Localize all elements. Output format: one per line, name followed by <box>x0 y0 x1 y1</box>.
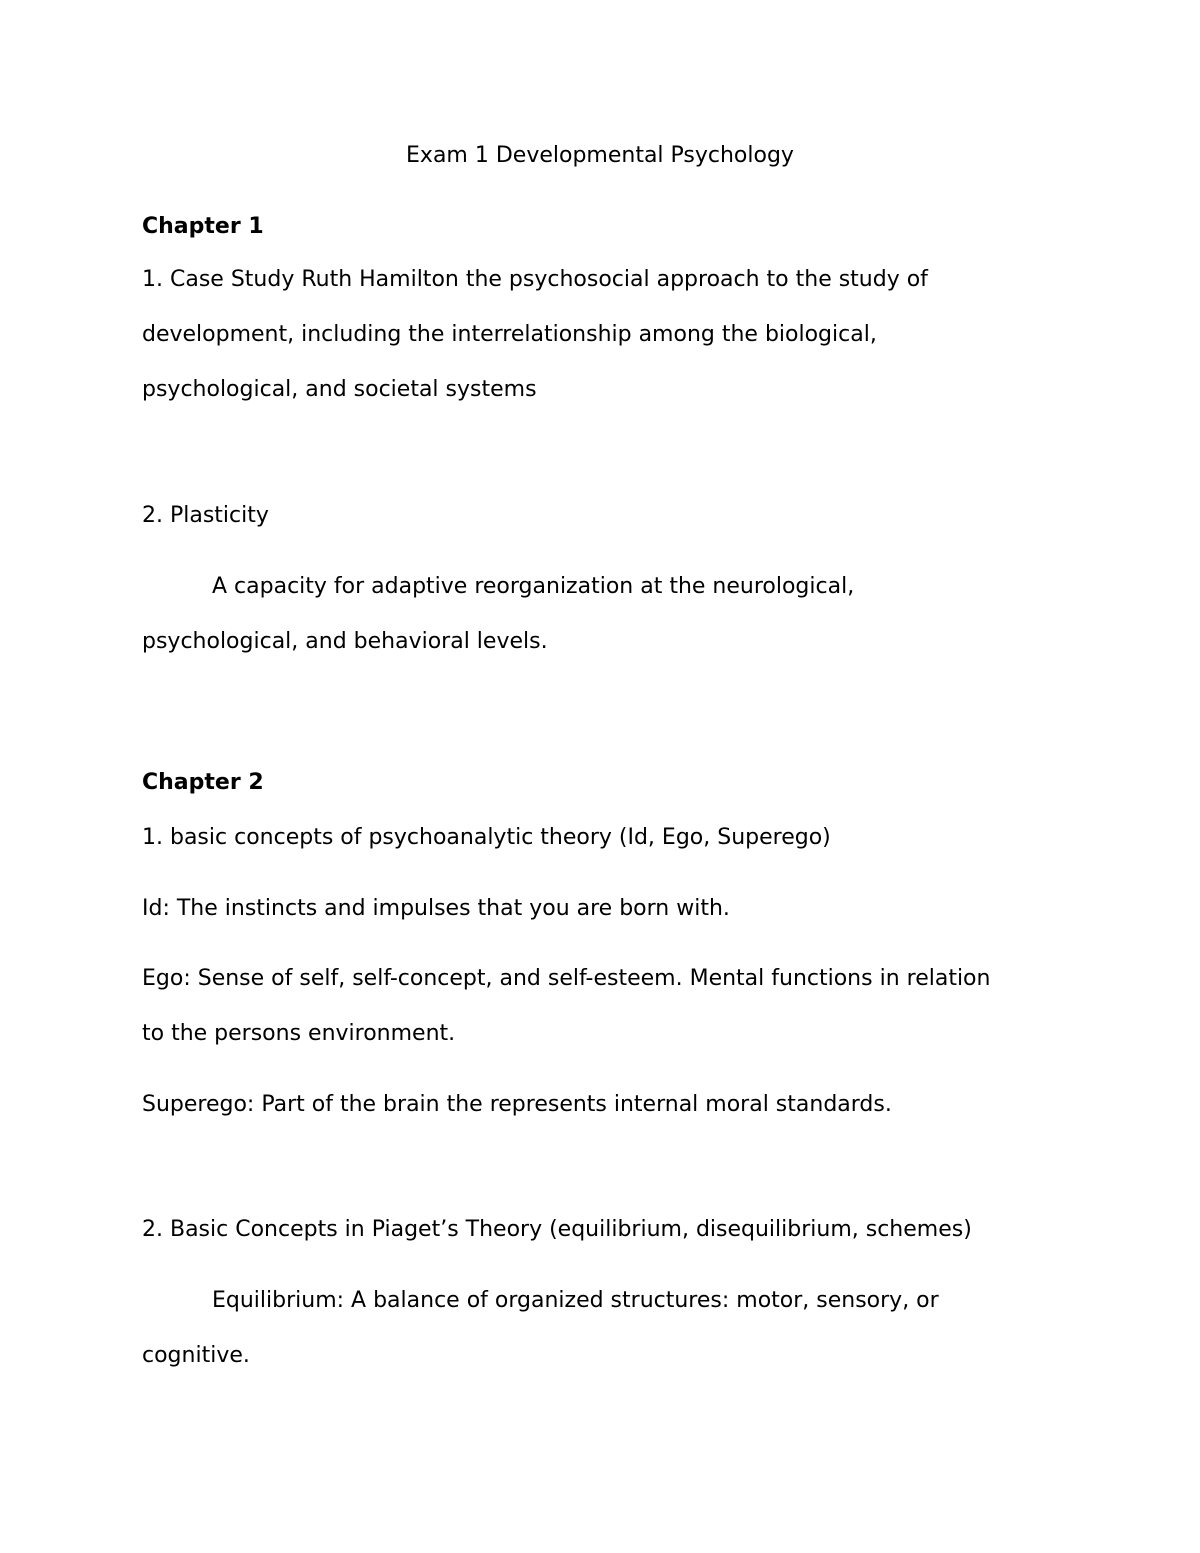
ch2-item1-heading: 1. basic concepts of psychoanalytic theory (Id, Ego, Superego) <box>142 825 831 850</box>
ego-definition-line-1: Ego: Sense of self, self-concept, and self-esteem. Mental functions in relation <box>142 966 991 991</box>
chapter-2-heading: Chapter 2 <box>142 770 264 795</box>
plasticity-definition-line-1: A capacity for adaptive reorganization at the neurological, <box>212 574 855 599</box>
id-definition: Id: The instincts and impulses that you are born with. <box>142 896 730 921</box>
ch1-item2-heading: 2. Plasticity <box>142 503 269 528</box>
document-title: Exam 1 Developmental Psychology <box>406 143 794 168</box>
plasticity-definition-line-2: psychological, and behavioral levels. <box>142 629 548 654</box>
ch1-item1-line-3: psychological, and societal systems <box>142 377 537 402</box>
ch1-item1-line-1: 1. Case Study Ruth Hamilton the psychosocial approach to the study of <box>142 267 928 292</box>
ch2-item2-heading: 2. Basic Concepts in Piaget’s Theory (equilibrium, disequilibrium, schemes) <box>142 1217 972 1242</box>
superego-definition: Superego: Part of the brain the represents internal moral standards. <box>142 1092 892 1117</box>
chapter-1-heading: Chapter 1 <box>142 214 264 239</box>
equilibrium-definition-line-2: cognitive. <box>142 1343 250 1368</box>
ch1-item1-line-2: development, including the interrelationship among the biological, <box>142 322 877 347</box>
equilibrium-definition-line-1: Equilibrium: A balance of organized structures: motor, sensory, or <box>212 1288 939 1313</box>
ego-definition-line-2: to the persons environment. <box>142 1021 456 1046</box>
